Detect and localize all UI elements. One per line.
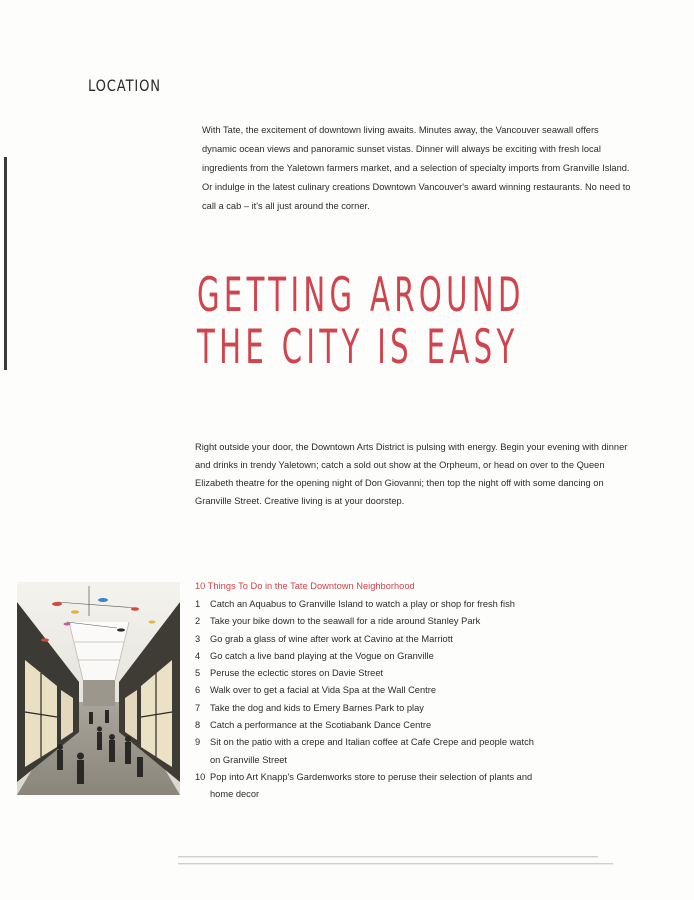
intro-paragraph: With Tate, the excitement of downtown living awaits. Minutes away, the Vancouver seawall offers dynamic ocean views and panoramic sunset vistas. Dinner will always be exciting with fresh local ingredients from the Yaletown farmers market, and a selection of specialty imports from Granville Island. Or indulge in the latest culinary creations Downtown Vancouver's award winning restaurants. No need to call a cab – it's all just around the corner. [202, 125, 631, 211]
headline-line-2: THE CITY IS EASY [197, 320, 519, 375]
list-item: 4 Go catch a live band playing at the Vogue on Granville [195, 650, 434, 661]
list-item: 6 Walk over to get a facial at Vida Spa at the Wall Centre [195, 685, 436, 696]
headline-line-1: GETTING AROUND [197, 268, 525, 323]
list-item: 9 Sit on the patio with a crepe and Italian coffee at Cafe Crepe and people watch on Granville Street [195, 737, 534, 765]
page-edge-mark [4, 157, 7, 370]
list-item: 1 Catch an Aquabus to Granville Island to watch a play or shop for fresh fish [195, 599, 515, 609]
list-item: 7 Take the dog and kids to Emery Barnes Park to play [195, 702, 424, 713]
list-item: 10 Pop into Art Knapp's Gardenworks store to peruse their selection of plants and home decor [195, 771, 533, 800]
things-to-do-list [195, 596, 535, 804]
list-item: 2 Take your bike down to the seawall for a ride around Stanley Park [195, 616, 481, 627]
headline [197, 270, 525, 374]
list-item: 8 Catch a performance at the Scotiabank Dance Centre [195, 720, 432, 731]
footer-disclaimer [178, 855, 613, 872]
list-item: 3 Go grab a glass of wine after work at Cavino at the Marriott [195, 633, 453, 644]
things-to-do-title: 10 Things To Do in the Tate Downtown Neighborhood [195, 581, 415, 591]
list-item: 5 Peruse the eclectic stores on Davie Street [195, 668, 384, 679]
arcade-photo [17, 582, 180, 795]
section-label: LOCATION [88, 76, 161, 95]
body-paragraph: Right outside your door, the Downtown Arts District is pulsing with energy. Begin your evening with dinner and drinks in trendy Yaletown; catch a sold out show at the Orpheum, or head on over to the Queen Elizabeth theatre for the opening night of Don Giovanni; then top the night off with some dancing on Granville Street. Creative living is at your doorstep. [195, 442, 628, 506]
